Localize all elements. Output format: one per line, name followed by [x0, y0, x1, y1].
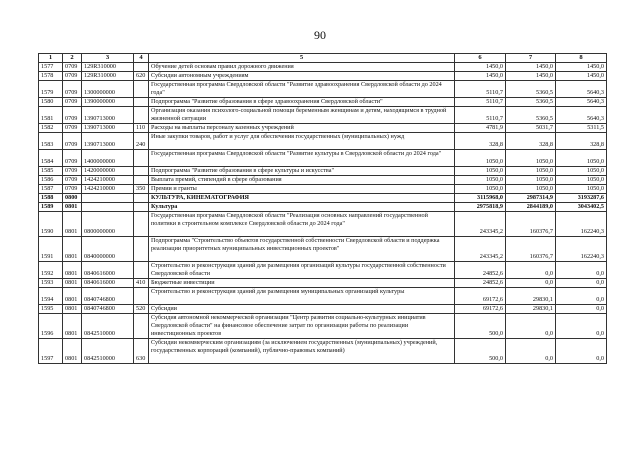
table-row [39, 133, 607, 150]
expense-type-cell [134, 194, 149, 203]
row-number-cell: 1585 [39, 167, 63, 176]
target-article-cell: 1390713000 [82, 124, 134, 133]
column-header: 1 [39, 54, 63, 63]
table-row [39, 81, 607, 98]
table-row [39, 288, 607, 305]
table-row [39, 72, 607, 81]
section-code-cell: 0801 [63, 212, 82, 237]
target-article-cell: 0840000000 [82, 237, 134, 262]
amount-year2-cell: 1050,0 [506, 150, 556, 167]
target-article-cell: 0840746800 [82, 288, 134, 305]
section-code-cell: 0801 [63, 279, 82, 288]
row-number-cell: 1591 [39, 237, 63, 262]
section-code-cell: 0801 [63, 262, 82, 279]
amount-year2-cell: 160376,7 [506, 212, 556, 237]
amount-year3-cell: 0,0 [556, 288, 607, 305]
amount-year1-cell: 1050,0 [455, 150, 506, 167]
table-row [39, 167, 607, 176]
column-header: 3 [82, 54, 134, 63]
target-article-cell: 0840746800 [82, 305, 134, 314]
amount-year2-cell: 1450,0 [506, 72, 556, 81]
target-article-cell [82, 194, 134, 203]
amount-year2-cell: 328,8 [506, 133, 556, 150]
expense-type-cell: 520 [134, 305, 149, 314]
section-code-cell: 0709 [63, 167, 82, 176]
section-code-cell: 0709 [63, 63, 82, 72]
amount-year3-cell: 1050,0 [556, 176, 607, 185]
section-code-cell: 0709 [63, 133, 82, 150]
amount-year2-cell: 5031,7 [506, 124, 556, 133]
column-header: 7 [506, 54, 556, 63]
target-article-cell: 1400000000 [82, 150, 134, 167]
amount-year3-cell: 1050,0 [556, 150, 607, 167]
amount-year3-cell: 1450,0 [556, 63, 607, 72]
column-header: 5 [149, 54, 455, 63]
section-code-cell: 0709 [63, 72, 82, 81]
amount-year1-cell: 243345,2 [455, 212, 506, 237]
amount-year3-cell: 328,8 [556, 133, 607, 150]
row-number-cell: 1595 [39, 305, 63, 314]
column-header: 4 [134, 54, 149, 63]
expense-type-cell: 240 [134, 133, 149, 150]
expense-type-cell [134, 203, 149, 212]
expense-type-cell: 620 [134, 72, 149, 81]
item-name-cell: Выплата премий, стипендий в сфере образования [149, 176, 455, 185]
item-name-cell: Расходы на выплаты персоналу казенных учреждений [149, 124, 455, 133]
section-code-cell: 0801 [63, 305, 82, 314]
amount-year1-cell: 69172,6 [455, 288, 506, 305]
amount-year2-cell: 0,0 [506, 279, 556, 288]
item-name-cell: Государственная программа Свердловской области "Реализация основных направлений государственной политики в строительном комплексе Свердловской области до 2024 года" [149, 212, 455, 237]
amount-year2-cell: 1450,0 [506, 63, 556, 72]
item-name-cell: Строительство и реконструкция зданий для размещения организаций культуры государственной собственности Свердловской области [149, 262, 455, 279]
amount-year3-cell: 5640,3 [556, 107, 607, 124]
amount-year2-cell: 2844189,0 [506, 203, 556, 212]
amount-year1-cell: 5110,7 [455, 98, 506, 107]
amount-year3-cell: 162240,3 [556, 212, 607, 237]
amount-year1-cell: 1450,0 [455, 63, 506, 72]
section-code-cell: 0709 [63, 98, 82, 107]
amount-year1-cell: 328,8 [455, 133, 506, 150]
table-row [39, 150, 607, 167]
item-name-cell: Бюджетные инвестиции [149, 279, 455, 288]
amount-year2-cell: 5360,5 [506, 107, 556, 124]
target-article-cell: 1390713000 [82, 107, 134, 124]
amount-year1-cell: 1050,0 [455, 185, 506, 194]
budget-table [38, 53, 607, 364]
column-header: 6 [455, 54, 506, 63]
table-row [39, 107, 607, 124]
row-number-cell: 1581 [39, 107, 63, 124]
section-code-cell: 0801 [63, 288, 82, 305]
section-code-cell: 0801 [63, 237, 82, 262]
table-row [39, 262, 607, 279]
target-article-cell [82, 203, 134, 212]
target-article-cell: 1420000000 [82, 167, 134, 176]
amount-year1-cell: 24852,6 [455, 262, 506, 279]
amount-year1-cell: 3115968,0 [455, 194, 506, 203]
row-number-cell: 1596 [39, 314, 63, 339]
row-number-cell: 1594 [39, 288, 63, 305]
amount-year3-cell: 1050,0 [556, 185, 607, 194]
section-code-cell: 0709 [63, 124, 82, 133]
row-number-cell: 1586 [39, 176, 63, 185]
item-name-cell: КУЛЬТУРА, КИНЕМАТОГРАФИЯ [149, 194, 455, 203]
expense-type-cell [134, 81, 149, 98]
amount-year1-cell: 1450,0 [455, 72, 506, 81]
table-row [39, 176, 607, 185]
row-number-cell: 1584 [39, 150, 63, 167]
item-name-cell: Обучение детей основам правил дорожного движения [149, 63, 455, 72]
column-header: 2 [63, 54, 82, 63]
target-article-cell: 129R310000 [82, 63, 134, 72]
expense-type-cell [134, 212, 149, 237]
amount-year1-cell: 1050,0 [455, 167, 506, 176]
amount-year2-cell: 5360,5 [506, 98, 556, 107]
row-number-cell: 1577 [39, 63, 63, 72]
amount-year1-cell: 1050,0 [455, 176, 506, 185]
table-row [39, 124, 607, 133]
table-row [39, 305, 607, 314]
item-name-cell: Подпрограмма "Строительство объектов государственной собственности Свердловской области и поддержка реализации приоритетных муниципальных инвестиционных проектов" [149, 237, 455, 262]
section-code-cell: 0709 [63, 185, 82, 194]
item-name-cell: Культура [149, 203, 455, 212]
amount-year2-cell: 1050,0 [506, 167, 556, 176]
expense-type-cell [134, 167, 149, 176]
target-article-cell: 1390000000 [82, 98, 134, 107]
amount-year3-cell: 1450,0 [556, 72, 607, 81]
row-number-cell: 1580 [39, 98, 63, 107]
target-article-cell: 0840616000 [82, 279, 134, 288]
item-name-cell: Государственная программа Свердловской области "Развитие здравоохранения Свердловской области до 2024 года" [149, 81, 455, 98]
amount-year3-cell: 3193287,6 [556, 194, 607, 203]
table-row [39, 279, 607, 288]
row-number-cell: 1587 [39, 185, 63, 194]
target-article-cell: 1390713000 [82, 133, 134, 150]
expense-type-cell [134, 176, 149, 185]
amount-year1-cell: 500,0 [455, 314, 506, 339]
amount-year2-cell: 0,0 [506, 314, 556, 339]
row-number-cell: 1592 [39, 262, 63, 279]
amount-year2-cell: 1050,0 [506, 176, 556, 185]
table-row [39, 237, 607, 262]
amount-year2-cell: 29830,1 [506, 305, 556, 314]
target-article-cell: 0842510000 [82, 314, 134, 339]
amount-year3-cell: 3043402,5 [556, 203, 607, 212]
expense-type-cell: 350 [134, 185, 149, 194]
table-row [39, 194, 607, 203]
amount-year2-cell: 0,0 [506, 339, 556, 364]
row-number-cell: 1589 [39, 203, 63, 212]
expense-type-cell: 110 [134, 124, 149, 133]
expense-type-cell [134, 237, 149, 262]
amount-year2-cell: 2987314,9 [506, 194, 556, 203]
table-row [39, 185, 607, 194]
expense-type-cell [134, 262, 149, 279]
item-name-cell: Премии и гранты [149, 185, 455, 194]
table-row [39, 212, 607, 237]
row-number-cell: 1578 [39, 72, 63, 81]
amount-year3-cell: 5640,3 [556, 81, 607, 98]
expense-type-cell [134, 314, 149, 339]
section-code-cell: 0801 [63, 203, 82, 212]
section-code-cell: 0801 [63, 339, 82, 364]
table-header-row [39, 54, 607, 63]
item-name-cell: Подпрограмма "Развитие образования в сфере культуры и искусства" [149, 167, 455, 176]
amount-year2-cell: 29830,1 [506, 288, 556, 305]
row-number-cell: 1583 [39, 133, 63, 150]
amount-year1-cell: 4781,9 [455, 124, 506, 133]
amount-year1-cell: 500,0 [455, 339, 506, 364]
section-code-cell: 0709 [63, 107, 82, 124]
amount-year2-cell: 5360,5 [506, 81, 556, 98]
amount-year3-cell: 5311,5 [556, 124, 607, 133]
section-code-cell: 0709 [63, 176, 82, 185]
section-code-cell: 0709 [63, 81, 82, 98]
item-name-cell: Субсидия автономной некоммерческой организации "Центр развития социально-культурных инициатив Свердловской области" на финансовое обеспечение затрат по организации работы по реализации инвестиционных проектов [149, 314, 455, 339]
expense-type-cell: 630 [134, 339, 149, 364]
item-name-cell: Государственная программа Свердловской области "Развитие культуры в Свердловской области до 2024 года" [149, 150, 455, 167]
section-code-cell: 0801 [63, 314, 82, 339]
amount-year3-cell: 0,0 [556, 279, 607, 288]
target-article-cell: 0842510000 [82, 339, 134, 364]
target-article-cell: 0840616000 [82, 262, 134, 279]
amount-year3-cell: 0,0 [556, 262, 607, 279]
expense-type-cell [134, 107, 149, 124]
section-code-cell: 0800 [63, 194, 82, 203]
expense-type-cell: 410 [134, 279, 149, 288]
item-name-cell: Субсидии [149, 305, 455, 314]
amount-year1-cell: 5110,7 [455, 107, 506, 124]
target-article-cell: 0800000000 [82, 212, 134, 237]
table-row [39, 63, 607, 72]
amount-year3-cell: 1050,0 [556, 167, 607, 176]
expense-type-cell [134, 63, 149, 72]
table-row [39, 203, 607, 212]
target-article-cell: 129R310000 [82, 72, 134, 81]
section-code-cell: 0709 [63, 150, 82, 167]
column-header: 8 [556, 54, 607, 63]
expense-type-cell [134, 98, 149, 107]
table-row [39, 339, 607, 364]
item-name-cell: Субсидии некоммерческим организациям (за исключением государственных (муниципальных) учреждений, государственных корпораций (компаний), публично-правовых компаний) [149, 339, 455, 364]
row-number-cell: 1579 [39, 81, 63, 98]
amount-year3-cell: 162240,3 [556, 237, 607, 262]
amount-year1-cell: 243345,2 [455, 237, 506, 262]
row-number-cell: 1588 [39, 194, 63, 203]
item-name-cell: Субсидии автономным учреждениям [149, 72, 455, 81]
row-number-cell: 1593 [39, 279, 63, 288]
expense-type-cell [134, 288, 149, 305]
page-number: 90 [314, 28, 326, 42]
amount-year1-cell: 69172,6 [455, 305, 506, 314]
item-name-cell: Подпрограмма "Развитие образования в сфере здравоохранения Свердловской области" [149, 98, 455, 107]
target-article-cell: 1424210000 [82, 185, 134, 194]
amount-year3-cell: 5640,3 [556, 98, 607, 107]
row-number-cell: 1590 [39, 212, 63, 237]
row-number-cell: 1582 [39, 124, 63, 133]
amount-year2-cell: 0,0 [506, 262, 556, 279]
amount-year2-cell: 160376,7 [506, 237, 556, 262]
table-row [39, 98, 607, 107]
row-number-cell: 1597 [39, 339, 63, 364]
table-row [39, 314, 607, 339]
amount-year1-cell: 5110,7 [455, 81, 506, 98]
amount-year3-cell: 0,0 [556, 305, 607, 314]
item-name-cell: Организация оказания психолого-социальной помощи беременным женщинам и детям, находящимся в трудной жизненной ситуации [149, 107, 455, 124]
target-article-cell: 1424210000 [82, 176, 134, 185]
item-name-cell: Иные закупки товаров, работ и услуг для обеспечения государственных (муниципальных) нужд [149, 133, 455, 150]
expense-type-cell [134, 150, 149, 167]
target-article-cell: 1300000000 [82, 81, 134, 98]
item-name-cell: Строительство и реконструкция зданий для размещения муниципальных организаций культуры [149, 288, 455, 305]
amount-year2-cell: 1050,0 [506, 185, 556, 194]
amount-year3-cell: 0,0 [556, 339, 607, 364]
amount-year1-cell: 24852,6 [455, 279, 506, 288]
amount-year3-cell: 0,0 [556, 314, 607, 339]
amount-year1-cell: 2975818,9 [455, 203, 506, 212]
